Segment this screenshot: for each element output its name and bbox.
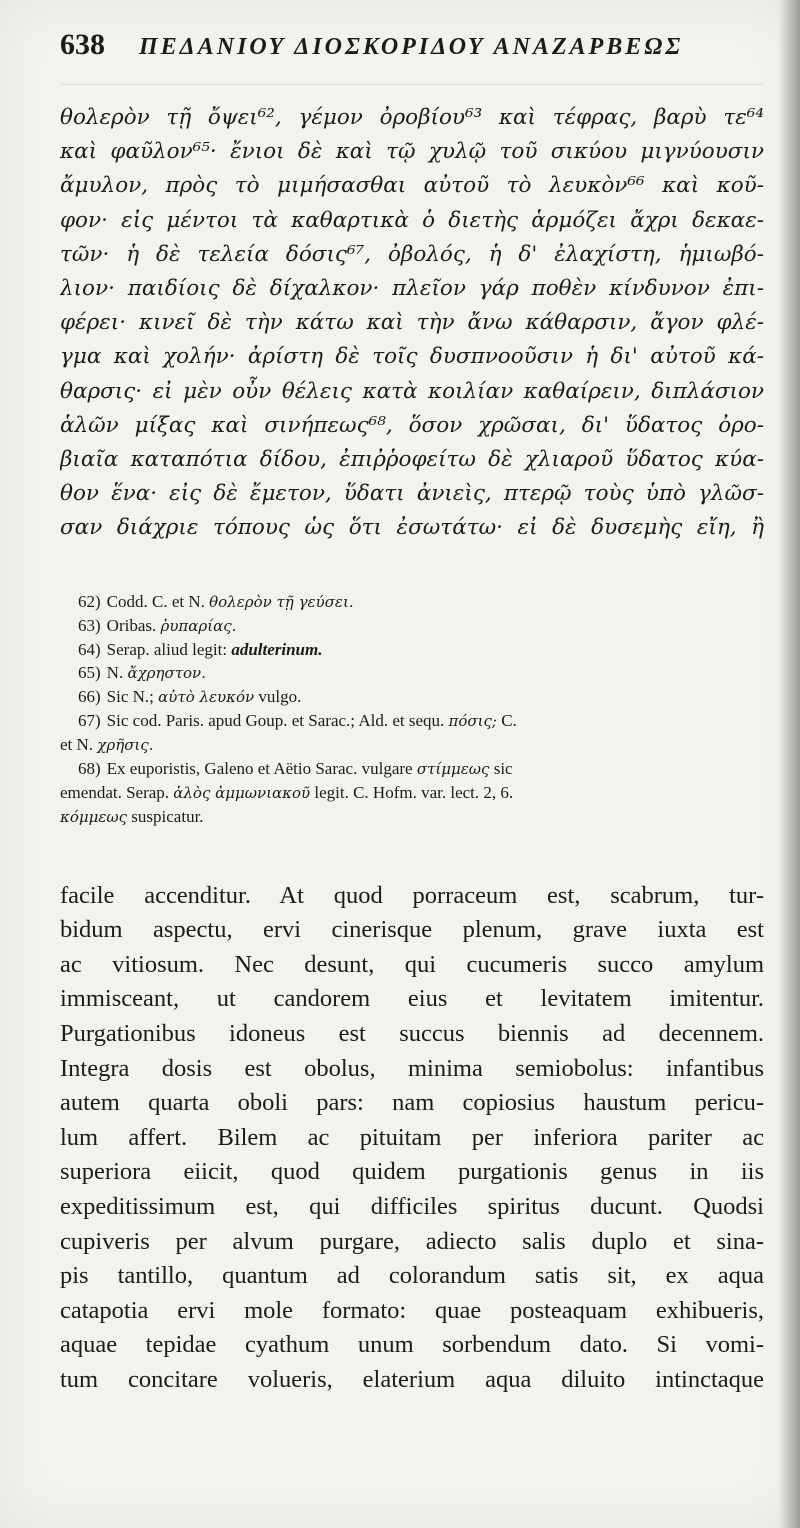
latin-text-block	[60, 879, 764, 1398]
footnote-67-continued: et N. χρῆσις.	[60, 734, 154, 754]
page-header	[60, 28, 764, 85]
greek-line: θολερὸν τῇ ὄψει⁶², γέμον ὀροβίου⁶³ καὶ τέφρας, βαρὺ τε⁶⁴	[60, 105, 764, 130]
page-spine-shadow	[778, 0, 800, 1528]
greek-line: βιαῖα καταπότια δίδου, ἐπιῤῥοφείτω δὲ χλιαροῦ ὕδατος κύα-	[60, 447, 764, 473]
footnotes-block	[60, 590, 764, 829]
latin-line: catapotia ervi mole formato: quae posteaquam exhibueris,	[60, 1296, 764, 1324]
greek-text-block	[60, 101, 764, 546]
latin-line: Integra dosis est obolus, minima semiobolus: infantibus	[60, 1054, 764, 1082]
footnote-62: 62) Codd. C. et N. θολερὸν τῇ γεύσει.	[78, 591, 354, 611]
footnote-64: 64) Serap. aliud legit: adulterinum.	[78, 639, 323, 659]
footnote-68-continued: emendat. Serap. ἁλὸς ἀμμωνιακοῦ legit. C. Hofm. var. lect. 2, 6.	[60, 782, 514, 802]
greek-line: σαν διάχριε τόπους ὡς ὅτι ἐσωτάτω· εἰ δὲ δυσεμὴς εἴη, ἢ	[60, 515, 764, 541]
latin-line: lum affert. Bilem ac pituitam per inferiora pariter ac	[60, 1123, 764, 1151]
footnote-63: 63) Oribas. ῥυπαρίας.	[78, 615, 237, 635]
greek-line: καὶ φαῦλον⁶⁵· ἔνιοι δὲ καὶ τῷ χυλῷ τοῦ σικύου μιγνύουσιν	[60, 139, 764, 165]
latin-line: expeditissimum est, qui difficiles spiritus ducunt. Quodsi	[60, 1192, 764, 1220]
latin-line: bidum aspectu, ervi cinerisque plenum, grave iuxta est	[60, 916, 764, 944]
greek-line: φον· εἰς μέντοι τὰ καθαρτικὰ ὁ διετὴς ἁρμόζει ἄχρι δεκαε-	[60, 207, 764, 233]
greek-line: γμα καὶ χολήν· ἀρίστη δὲ τοῖς δυσπνοοῦσιν ἡ δι' αὐτοῦ κά-	[60, 344, 764, 370]
latin-line: immisceant, ut candorem eius et levitatem imitentur.	[60, 985, 764, 1013]
footnote-68-continued: κόμμεως suspicatur.	[60, 806, 204, 826]
greek-line: τῶν· ἡ δὲ τελεία δόσις⁶⁷, ὀβολός, ἡ δ' ἐλαχίστη, ἡμιωβό-	[60, 241, 764, 267]
latin-line: cupiveris per alvum purgare, adiecto salis duplo et sina-	[60, 1227, 764, 1255]
latin-line: facile accenditur. At quod porraceum est, scabrum, tur-	[60, 881, 764, 909]
footnote-67: 67) Sic cod. Paris. apud Goup. et Sarac.; Ald. et sequ. πόσις; C.	[78, 710, 517, 730]
latin-line: pis tantillo, quantum ad colorandum satis sit, ex aqua	[60, 1262, 764, 1290]
greek-line: θαρσις· εἰ μὲν οὖν θέλεις κατὰ κοιλίαν καθαίρειν, διπλάσιον	[60, 378, 764, 404]
greek-line: φέρει· κινεῖ δὲ τὴν κάτω καὶ τὴν ἄνω κάθαρσιν, ἄγον φλέ-	[60, 310, 764, 336]
footnote-66: 66) Sic N.; αὐτὸ λευκόν vulgo.	[78, 686, 302, 706]
running-head: ΠΕΔΑΝΙΟΥ ΔΙΟΣΚΟΡΙΔΟΥ ΑΝΑΖΑΡΒΕΩΣ	[139, 34, 684, 60]
greek-line: ἁλῶν μίξας καὶ σινήπεως⁶⁸, ὅσον χρῶσαι, δι' ὕδατος ὀρο-	[60, 412, 764, 438]
greek-line: λιον· παιδίοις δὲ δίχαλκον· πλεῖον γάρ ποθὲν κίνδυνον ἐπι-	[60, 276, 764, 302]
footnote-68: 68) Ex euporistis, Galeno et Aëtio Sarac. vulgare στίμμεως sic	[78, 758, 513, 778]
latin-line: aquae tepidae cyathum unum sorbendum dato. Si vomi-	[60, 1331, 764, 1359]
latin-line: Purgationibus idoneus est succus biennis ad decennem.	[60, 1020, 764, 1048]
latin-line: ac vitiosum. Nec desunt, qui cucumeris succo amylum	[60, 950, 764, 978]
page-number: 638	[60, 28, 105, 61]
greek-line: ἄμυλον, πρὸς τὸ μιμήσασθαι αὐτοῦ τὸ λευκὸν⁶⁶ καὶ κοῦ-	[60, 173, 764, 199]
latin-line: autem quarta oboli pars: nam copiosius haustum pericu-	[60, 1089, 764, 1117]
footnote-65: 65) N. ἄχρηστον.	[78, 662, 206, 682]
latin-line: tum concitare volueris, elaterium aqua diluito intinctaque	[60, 1365, 764, 1393]
latin-line: superiora eiicit, quod quidem purgationis genus in iis	[60, 1158, 764, 1186]
greek-line: θον ἕνα· εἰς δὲ ἔμετον, ὕδατι ἀνιεὶς, πτερῷ τοὺς ὑπὸ γλῶσ-	[60, 481, 764, 507]
